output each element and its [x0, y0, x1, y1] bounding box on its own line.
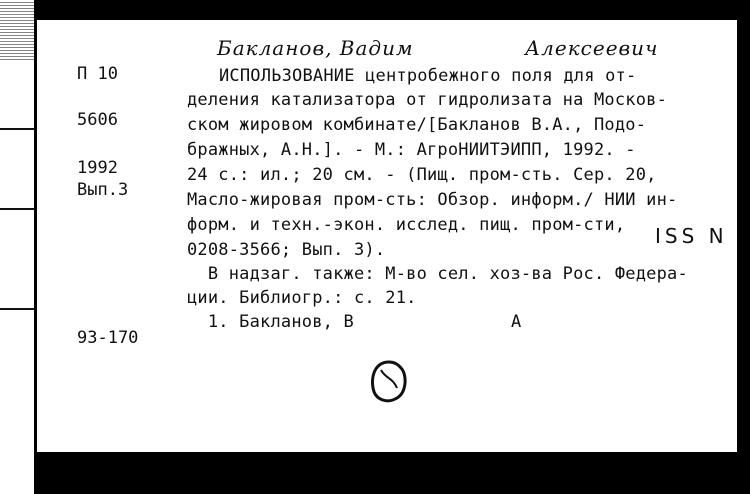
scanner-edge-strip	[0, 0, 34, 494]
edge-line	[0, 128, 34, 130]
catalog-card	[34, 18, 737, 452]
body-line: 0208-3566; Вып. 3).	[187, 240, 386, 260]
edge-line	[0, 308, 34, 310]
body-line: 1. Бакланов, В	[187, 312, 354, 332]
body-line: бражных, А.Н.]. - М.: АгроНИИТЭИПП, 1992. -	[187, 140, 636, 160]
shelf-index: П 10	[77, 64, 118, 84]
body-line: Масло-жировая пром-сть: Обзор. информ./ НИИ ин-	[187, 190, 678, 210]
shelf-year: 1992	[77, 158, 118, 178]
body-line: деления катализатора от гидролизата на Москов-	[187, 90, 668, 110]
body-line: ции. Библиогр.: с. 21.	[187, 288, 417, 308]
shelf-issue: Вып.3	[77, 180, 129, 200]
body-line: В надзаг. также: М-во сел. хоз-ва Рос. Федера-	[187, 264, 688, 284]
punch-hole-stamp-icon	[367, 358, 411, 406]
body-line: 24 с.: ил.; 20 см. - (Пищ. пром-сть. Сер. 20,	[187, 165, 657, 185]
body-line: ском жировом комбинате/[Бакланов В.А., Подо-	[187, 115, 647, 135]
handwritten-author: Бакланов, Вадим	[217, 36, 414, 60]
handwritten-patronymic: Алексеевич	[525, 36, 659, 60]
body-line: форм. и техн.-экон. исслед. пищ. пром-сти,	[187, 215, 626, 235]
handwritten-issn: ISS N	[655, 224, 728, 248]
edge-line	[0, 208, 34, 210]
subject-suffix: А	[511, 312, 522, 332]
shelf-code: 5606	[77, 110, 118, 130]
scan-background	[34, 450, 750, 494]
shelf-number: 93-170	[77, 328, 139, 348]
body-line: ИСПОЛЬЗОВАНИЕ центробежного поля для от-	[219, 66, 637, 86]
scanner-noise	[0, 0, 34, 60]
